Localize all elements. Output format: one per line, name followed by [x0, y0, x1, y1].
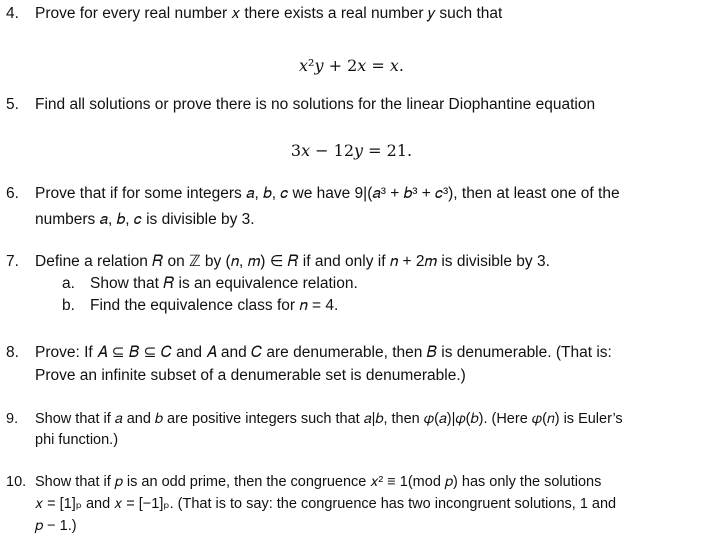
problem-10-text-line3: 𝑝 − 1.) [35, 518, 77, 534]
problem-8-text-line1: Prove: If 𝐴 ⊆ 𝐵 ⊆ 𝐶 and 𝐴 and 𝐶 are denumerable, then 𝐵 is denumerable. (That is: [35, 344, 612, 361]
problem-9-text-line1: Show that if 𝑎 and 𝑏 are positive integers such that 𝑎|𝑏, then 𝜑(𝑎)|𝜑(𝑏). (Here 𝜑(𝑛) is Euler’s [35, 411, 623, 427]
problem-6-text-line1: Prove that if for some integers 𝑎, 𝑏, 𝑐 we have 9|(𝑎³ + 𝑏³ + 𝑐³), then at least one of the [35, 185, 620, 202]
problem-7-number: 7. [6, 253, 19, 270]
problem-7b-text: Find the equivalence class for 𝑛 = 4. [90, 297, 339, 314]
problem-8-number: 8. [6, 344, 19, 361]
problem-5-text: Find all solutions or prove there is no solutions for the linear Diophantine equation [35, 96, 596, 113]
problem-6-number: 6. [6, 185, 19, 202]
problem-7a-label: a. [62, 275, 75, 292]
problem-7a-text: Show that 𝑅 is an equivalence relation. [90, 275, 358, 292]
problem-4-text: Prove for every real number 𝑥 there exists a real number 𝑦 such that [35, 5, 503, 22]
problem-10-text-line2: 𝑥 = [1]ₚ and 𝑥 = [−1]ₚ. (That is to say: the congruence has two incongruent solutions, 1 and [35, 496, 617, 512]
problem-10-text-line1: Show that if 𝑝 is an odd prime, then the congruence 𝑥² ≡ 1(mod 𝑝) has only the solutions [35, 474, 602, 490]
problem-5-number: 5. [6, 96, 19, 113]
problem-4-number: 4. [6, 5, 19, 22]
problem-8-text-line2: Prove an infinite subset of a denumerable set is denumerable.) [35, 367, 466, 384]
problem-7-text: Define a relation 𝑅 on ℤ by (𝑛, 𝑚) ∈ 𝑅 if and only if 𝑛 + 2𝑚 is divisible by 3. [35, 253, 550, 270]
problem-9-text-line2: phi function.) [35, 432, 119, 448]
problem-10-number: 10. [6, 474, 27, 490]
problem-9-number: 9. [6, 411, 19, 427]
problem-7b-label: b. [62, 297, 75, 314]
problem-6-text-line2: numbers 𝑎, 𝑏, 𝑐 is divisible by 3. [35, 211, 255, 228]
problem-4-equation: 𝑥²𝑦 + 2𝑥 = 𝑥. [299, 56, 404, 75]
problem-5-equation: 3𝑥 − 12𝑦 = 21. [290, 141, 413, 160]
